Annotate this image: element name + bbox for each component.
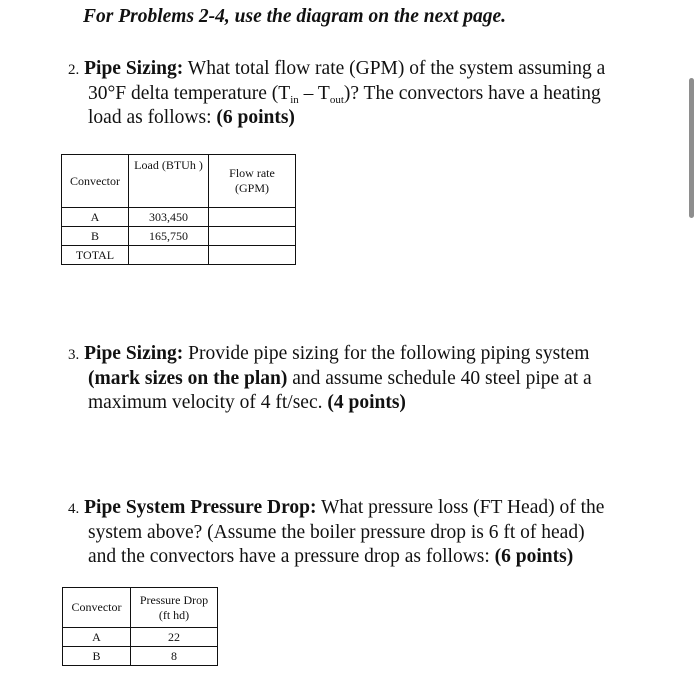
subscript-in: in <box>290 94 299 106</box>
problem-2-text-line2a: 30°F delta temperature (T <box>88 83 291 104</box>
flow-rate-cell[interactable] <box>209 246 296 265</box>
problem-3 <box>68 342 653 415</box>
table-row-total <box>62 246 296 265</box>
table-header-row <box>62 155 296 208</box>
flow-rate-cell[interactable] <box>209 208 296 227</box>
problem-2-title: Pipe Sizing: <box>84 58 184 79</box>
table-row <box>63 647 218 666</box>
table-row <box>62 208 296 227</box>
problem-3-text-line3: maximum velocity of 4 ft/sec. <box>88 392 328 413</box>
load-cell: 165,750 <box>129 227 209 246</box>
problem-4-points: (6 points) <box>494 546 574 567</box>
header-convector: Convector <box>63 588 131 628</box>
problem-3-title: Pipe Sizing: <box>84 343 184 364</box>
pressure-drop-cell: 8 <box>131 647 218 666</box>
problem-2-points: (6 points) <box>216 107 295 128</box>
scrollbar[interactable] <box>689 78 694 218</box>
convector-cell: B <box>62 227 129 246</box>
problem-2-text-line3: load as follows: <box>88 107 217 128</box>
convector-cell: B <box>63 647 131 666</box>
convector-cell: A <box>62 208 129 227</box>
problem-3-text-line2: and assume schedule 40 steel pipe at a <box>287 368 592 389</box>
header-load: Load (BTUh ) <box>129 155 209 208</box>
problem-2-text-line2b: – T <box>298 83 330 104</box>
load-cell: 303,450 <box>129 208 209 227</box>
problem-4-title: Pipe System Pressure Drop: <box>84 497 317 518</box>
convector-cell: A <box>63 628 131 647</box>
subscript-out: out <box>329 94 344 106</box>
header-convector: Convector <box>62 155 129 208</box>
table-header-row <box>63 588 218 628</box>
problem-2 <box>68 57 653 130</box>
header-pressure-drop: Pressure Drop (ft hd) <box>131 588 218 628</box>
page-heading: For Problems 2-4, use the diagram on the next page. <box>83 6 507 27</box>
header-flow-rate: Flow rate (GPM) <box>209 155 296 208</box>
problem-4-text-line3: and the convectors have a pressure drop as follows: <box>88 546 495 567</box>
convector-cell: TOTAL <box>62 246 129 265</box>
pressure-drop-cell: 22 <box>131 628 218 647</box>
problem-2-number: 2. <box>68 62 80 78</box>
problem-2-text-line1: What total flow rate (GPM) of the system assuming a <box>183 58 606 79</box>
problem-3-points: (4 points) <box>327 392 406 413</box>
load-cell[interactable] <box>129 246 209 265</box>
problem-4-number: 4. <box>68 501 80 517</box>
pressure-drop-table <box>62 587 218 666</box>
problem-3-text-line1: Provide pipe sizing for the following piping system <box>183 343 590 364</box>
problem-3-number: 3. <box>68 347 80 363</box>
flow-rate-cell[interactable] <box>209 227 296 246</box>
problem-4-text-line2: system above? (Assume the boiler pressure drop is 6 ft of head) <box>88 522 585 543</box>
problem-3-bold-note: (mark sizes on the plan) <box>88 368 288 389</box>
load-flow-table <box>61 154 296 265</box>
problem-4-text-line1: What pressure loss (FT Head) of the <box>316 497 605 518</box>
table-row <box>63 628 218 647</box>
table-row <box>62 227 296 246</box>
problem-4 <box>68 496 653 569</box>
problem-2-text-line2c: )? The convectors have a heating <box>343 83 601 104</box>
